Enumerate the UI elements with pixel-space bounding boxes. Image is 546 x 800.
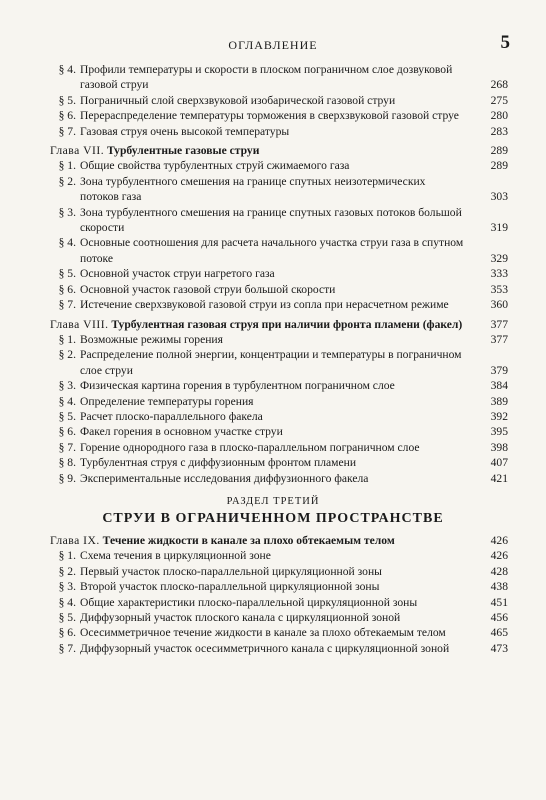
toc-entry	[0, 235, 546, 266]
toc-entry	[0, 378, 546, 393]
toc-entry	[0, 205, 546, 236]
toc-entry	[0, 124, 546, 139]
section-number: § 7.	[58, 641, 76, 655]
chapter-title: Турбулентная газовая струя при наличии фронта пламени (факел)	[111, 317, 463, 331]
toc-block-chapter8	[0, 332, 546, 486]
entry-title: Факел горения в основном участке струи	[80, 425, 283, 439]
toc-entry	[0, 62, 546, 93]
toc-entry	[0, 93, 546, 108]
entry-title: Диффузорный участок плоского канала с циркуляционной зоной	[80, 611, 401, 624]
toc-entry	[0, 595, 546, 610]
section-number: § 1.	[58, 159, 76, 173]
section-number: § 2.	[58, 564, 76, 578]
toc-entry	[0, 332, 546, 347]
entry-page: 426	[472, 548, 508, 563]
toc-block-chapter7	[0, 158, 546, 312]
entry-page: 395	[472, 424, 508, 439]
toc-entry	[0, 548, 546, 563]
toc-entry	[0, 610, 546, 625]
section-number: § 9.	[58, 471, 76, 485]
entry-title: Второй участок плоско-параллельной циркуляционной зоны	[80, 580, 380, 594]
section-number: § 4.	[58, 394, 76, 408]
section-number: § 1.	[58, 549, 76, 563]
section-label: РАЗДЕЛ ТРЕТИЙ	[226, 495, 320, 507]
toc-entry	[0, 579, 546, 594]
toc-entry	[0, 297, 546, 312]
entry-title: Общие свойства турбулентных струй сжимаемого газа	[80, 159, 350, 173]
toc-entry	[0, 347, 546, 378]
entry-page: 379	[472, 363, 508, 378]
toc-entry	[0, 158, 546, 173]
entry-page: 451	[472, 595, 508, 610]
toc-entry	[0, 471, 546, 486]
entry-page: 456	[472, 610, 508, 625]
entry-title: Основные соотношения для расчета начального участка струи газа в спутном потоке	[80, 236, 464, 265]
section-number: § 3.	[58, 580, 76, 594]
entry-title: Зона турбулентного смешения на границе спутных неизотермических потоков газа	[80, 174, 426, 204]
section-number: § 4.	[58, 595, 76, 609]
toc-entry	[0, 625, 546, 640]
entry-page: 280	[472, 108, 508, 123]
entry-title: Физическая картина горения в турбулентном пограничном слое	[80, 379, 395, 393]
section-number: § 5.	[58, 611, 76, 624]
entry-title: Возможные режимы горения	[80, 332, 223, 346]
entry-page: 384	[472, 378, 508, 393]
entry-title: Распределение полной энергии, концентрации и температуры в пограничном слое струи	[80, 348, 462, 377]
chapter-page: 426	[472, 533, 508, 548]
chapter-label: Глава VIII.	[50, 317, 109, 331]
entry-title: Осесимметричное течение жидкости в канале за плохо обтекаемым телом	[80, 626, 446, 640]
section-number: § 2.	[58, 348, 76, 362]
entry-title: Перераспределение температуры торможения в сверхзвуковой газовой струе	[80, 109, 459, 123]
entry-page: 275	[472, 93, 508, 108]
entry-page: 398	[472, 440, 508, 455]
section-number: § 4.	[58, 63, 76, 76]
entry-page: 421	[472, 471, 508, 486]
entry-title: Истечение сверхзвуковой газовой струи из сопла при нерасчетном режиме	[80, 298, 449, 312]
toc-entry	[0, 174, 546, 205]
toc-entry	[0, 394, 546, 409]
entry-title: Определение температуры горения	[80, 394, 254, 408]
page-header	[0, 32, 546, 52]
entry-title: Первый участок плоско-параллельной циркуляционной зоны	[80, 564, 382, 578]
section-number: § 4.	[58, 236, 76, 250]
entry-title: Экспериментальные исследования диффузионного факела	[80, 471, 369, 485]
entry-page: 268	[472, 77, 508, 92]
toc-entry	[0, 108, 546, 123]
chapter-heading	[0, 143, 546, 158]
section-number: § 8.	[58, 456, 76, 470]
chapter-page: 377	[472, 317, 508, 332]
entry-title: Горение однородного газа в плоско-параллельном пограничном слое	[80, 440, 420, 454]
section-number: § 5.	[58, 267, 76, 281]
toc-entry	[0, 455, 546, 470]
toc-entry	[0, 641, 546, 656]
entry-title: Газовая струя очень высокой температуры	[80, 124, 290, 138]
section-number: § 3.	[58, 205, 76, 219]
entry-title: Расчет плоско-параллельного факела	[80, 409, 263, 423]
chapter-label: Глава IX.	[50, 533, 100, 547]
toc-entry	[0, 440, 546, 455]
toc-entry	[0, 564, 546, 579]
entry-page: 289	[472, 158, 508, 173]
entry-page: 319	[472, 220, 508, 235]
section-number: § 2.	[58, 174, 76, 188]
entry-page: 283	[472, 124, 508, 139]
entry-title: Общие характеристики плоско-параллельной циркуляционной зоны	[80, 595, 418, 609]
entry-page: 333	[472, 266, 508, 281]
entry-page: 329	[472, 251, 508, 266]
section-number: § 6.	[58, 109, 76, 123]
section-number: § 7.	[58, 440, 76, 454]
chapter-heading	[0, 317, 546, 332]
entry-page: 360	[472, 297, 508, 312]
entry-page: 377	[472, 332, 508, 347]
entry-page: 389	[472, 394, 508, 409]
entry-page: 428	[472, 564, 508, 579]
header-title: ОГЛАВЛЕНИЕ	[228, 38, 318, 52]
entry-title: Диффузорный участок осесимметричного канала с циркуляционной зоной	[80, 641, 450, 655]
section-number: § 5.	[58, 93, 76, 107]
entry-title: Основной участок газовой струи большой скорости	[80, 282, 336, 296]
toc-entry	[0, 424, 546, 439]
section-number: § 6.	[58, 282, 76, 296]
entry-page: 392	[472, 409, 508, 424]
entry-title: Схема течения в циркуляционной зоне	[80, 549, 271, 563]
entry-page: 353	[472, 282, 508, 297]
entry-page: 438	[472, 579, 508, 594]
toc-block-chapter9	[0, 548, 546, 656]
entry-page: 465	[472, 625, 508, 640]
chapter-label: Глава VII.	[50, 144, 105, 158]
section-number: § 1.	[58, 332, 76, 346]
entry-title: Турбулентная струя с диффузионным фронтом пламени	[80, 456, 357, 470]
chapter-title: Турбулентные газовые струи	[107, 144, 260, 158]
section-title: СТРУИ В ОГРАНИЧЕННОМ ПРОСТРАНСТВЕ	[102, 510, 444, 526]
table-of-contents	[0, 62, 546, 656]
toc-entry	[0, 266, 546, 281]
entry-title: Пограничный слой сверхзвуковой изобарической газовой струи	[80, 93, 396, 107]
entry-page: 303	[472, 189, 508, 204]
entry-title: Зона турбулентного смешения на границе спутных газовых потоков большой скорости	[80, 205, 462, 235]
section-number: § 6.	[58, 626, 76, 640]
section-number: § 5.	[58, 409, 76, 423]
toc-entry	[0, 409, 546, 424]
section-number: § 7.	[58, 124, 76, 138]
header-page-number: 5	[500, 32, 510, 53]
section-number: § 3.	[58, 379, 76, 393]
entry-title: Основной участок струи нагретого газа	[80, 267, 275, 281]
chapter-heading	[0, 533, 546, 548]
entry-page: 473	[472, 641, 508, 656]
chapter-page: 289	[472, 143, 508, 158]
toc-block-chapter6-tail	[0, 62, 546, 139]
chapter-title: Течение жидкости в канале за плохо обтекаемым телом	[102, 533, 395, 547]
toc-entry	[0, 282, 546, 297]
section-number: § 6.	[58, 425, 76, 439]
entry-page: 407	[472, 455, 508, 470]
entry-title: Профили температуры и скорости в плоском пограничном слое дозвуковой газовой струи	[80, 63, 453, 92]
section-number: § 7.	[58, 298, 76, 312]
